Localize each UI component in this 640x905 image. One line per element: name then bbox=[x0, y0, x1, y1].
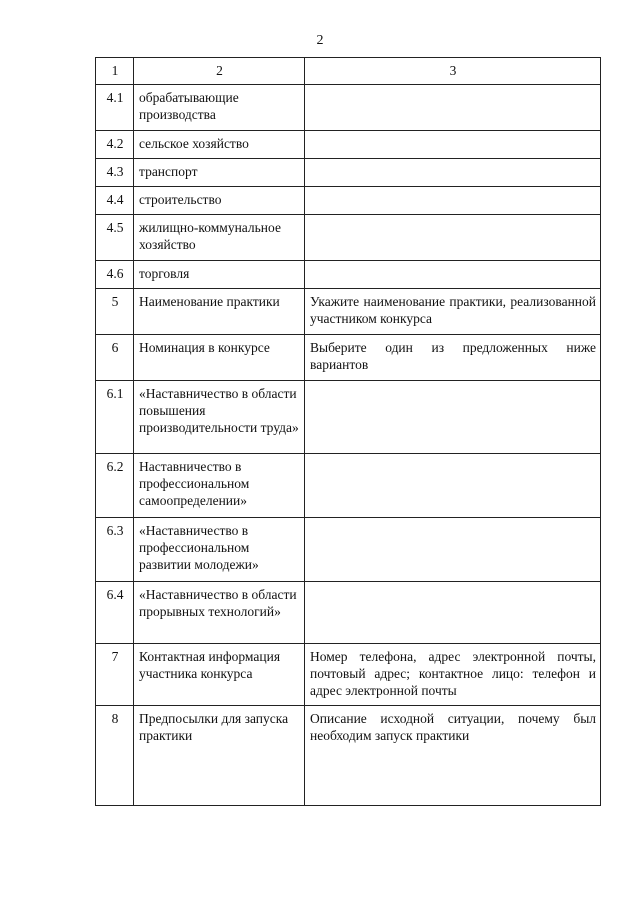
table-row bbox=[96, 335, 601, 381]
table-row bbox=[96, 644, 601, 706]
row-description: Номер телефона, адрес электронной почты, почтовый адрес; контактное лицо: телефон и адрес электронной почты bbox=[305, 644, 601, 706]
row-name: «Наставничество в области повышения производительности труда» bbox=[134, 381, 305, 454]
row-number: 4.4 bbox=[96, 187, 134, 215]
row-name: транспорт bbox=[134, 159, 305, 187]
row-description bbox=[305, 131, 601, 159]
table-row bbox=[96, 454, 601, 518]
row-name: «Наставничество в профессиональном развитии молодежи» bbox=[134, 518, 305, 582]
row-name: Наименование практики bbox=[134, 289, 305, 335]
table-row bbox=[96, 582, 601, 644]
row-number: 4.5 bbox=[96, 215, 134, 261]
row-name: «Наставничество в области прорывных технологий» bbox=[134, 582, 305, 644]
table-row bbox=[96, 131, 601, 159]
row-name: торговля bbox=[134, 261, 305, 289]
row-description bbox=[305, 454, 601, 518]
row-description bbox=[305, 261, 601, 289]
row-name: Контактная информация участника конкурса bbox=[134, 644, 305, 706]
row-number: 4.1 bbox=[96, 85, 134, 131]
row-description bbox=[305, 518, 601, 582]
header-cell-1: 1 bbox=[96, 58, 134, 85]
row-name: Наставничество в профессиональном самоопределении» bbox=[134, 454, 305, 518]
row-description: Выберите один из предложенных ниже вариантов bbox=[305, 335, 601, 381]
row-name: жилищно-коммунальное хозяйство bbox=[134, 215, 305, 261]
row-description: Укажите наименование практики, реализованной участником конкурса bbox=[305, 289, 601, 335]
row-name: строительство bbox=[134, 187, 305, 215]
table-header-row bbox=[96, 58, 601, 85]
row-description bbox=[305, 85, 601, 131]
row-number: 8 bbox=[96, 706, 134, 806]
row-number: 4.3 bbox=[96, 159, 134, 187]
row-description: Описание исходной ситуации, почему был необходим запуск практики bbox=[305, 706, 601, 806]
row-name: сельское хозяйство bbox=[134, 131, 305, 159]
row-description bbox=[305, 187, 601, 215]
table-row bbox=[96, 159, 601, 187]
row-description bbox=[305, 381, 601, 454]
row-description bbox=[305, 582, 601, 644]
table-row bbox=[96, 215, 601, 261]
row-number: 6.3 bbox=[96, 518, 134, 582]
row-number: 7 bbox=[96, 644, 134, 706]
header-cell-2: 2 bbox=[134, 58, 305, 85]
row-number: 4.2 bbox=[96, 131, 134, 159]
table-row bbox=[96, 518, 601, 582]
row-name: Предпосылки для запуска практики bbox=[134, 706, 305, 806]
row-number: 5 bbox=[96, 289, 134, 335]
page-number: 2 bbox=[316, 33, 324, 48]
row-number: 4.6 bbox=[96, 261, 134, 289]
row-number: 6.4 bbox=[96, 582, 134, 644]
table-row bbox=[96, 85, 601, 131]
header-cell-3: 3 bbox=[305, 58, 601, 85]
row-number: 6.1 bbox=[96, 381, 134, 454]
table-row bbox=[96, 187, 601, 215]
form-table bbox=[95, 57, 601, 806]
row-description bbox=[305, 215, 601, 261]
table-row bbox=[96, 706, 601, 806]
row-name: обрабатывающие производства bbox=[134, 85, 305, 131]
table-row bbox=[96, 381, 601, 454]
table-row bbox=[96, 261, 601, 289]
row-description bbox=[305, 159, 601, 187]
row-name: Номинация в конкурсе bbox=[134, 335, 305, 381]
table-row bbox=[96, 289, 601, 335]
row-number: 6.2 bbox=[96, 454, 134, 518]
row-number: 6 bbox=[96, 335, 134, 381]
